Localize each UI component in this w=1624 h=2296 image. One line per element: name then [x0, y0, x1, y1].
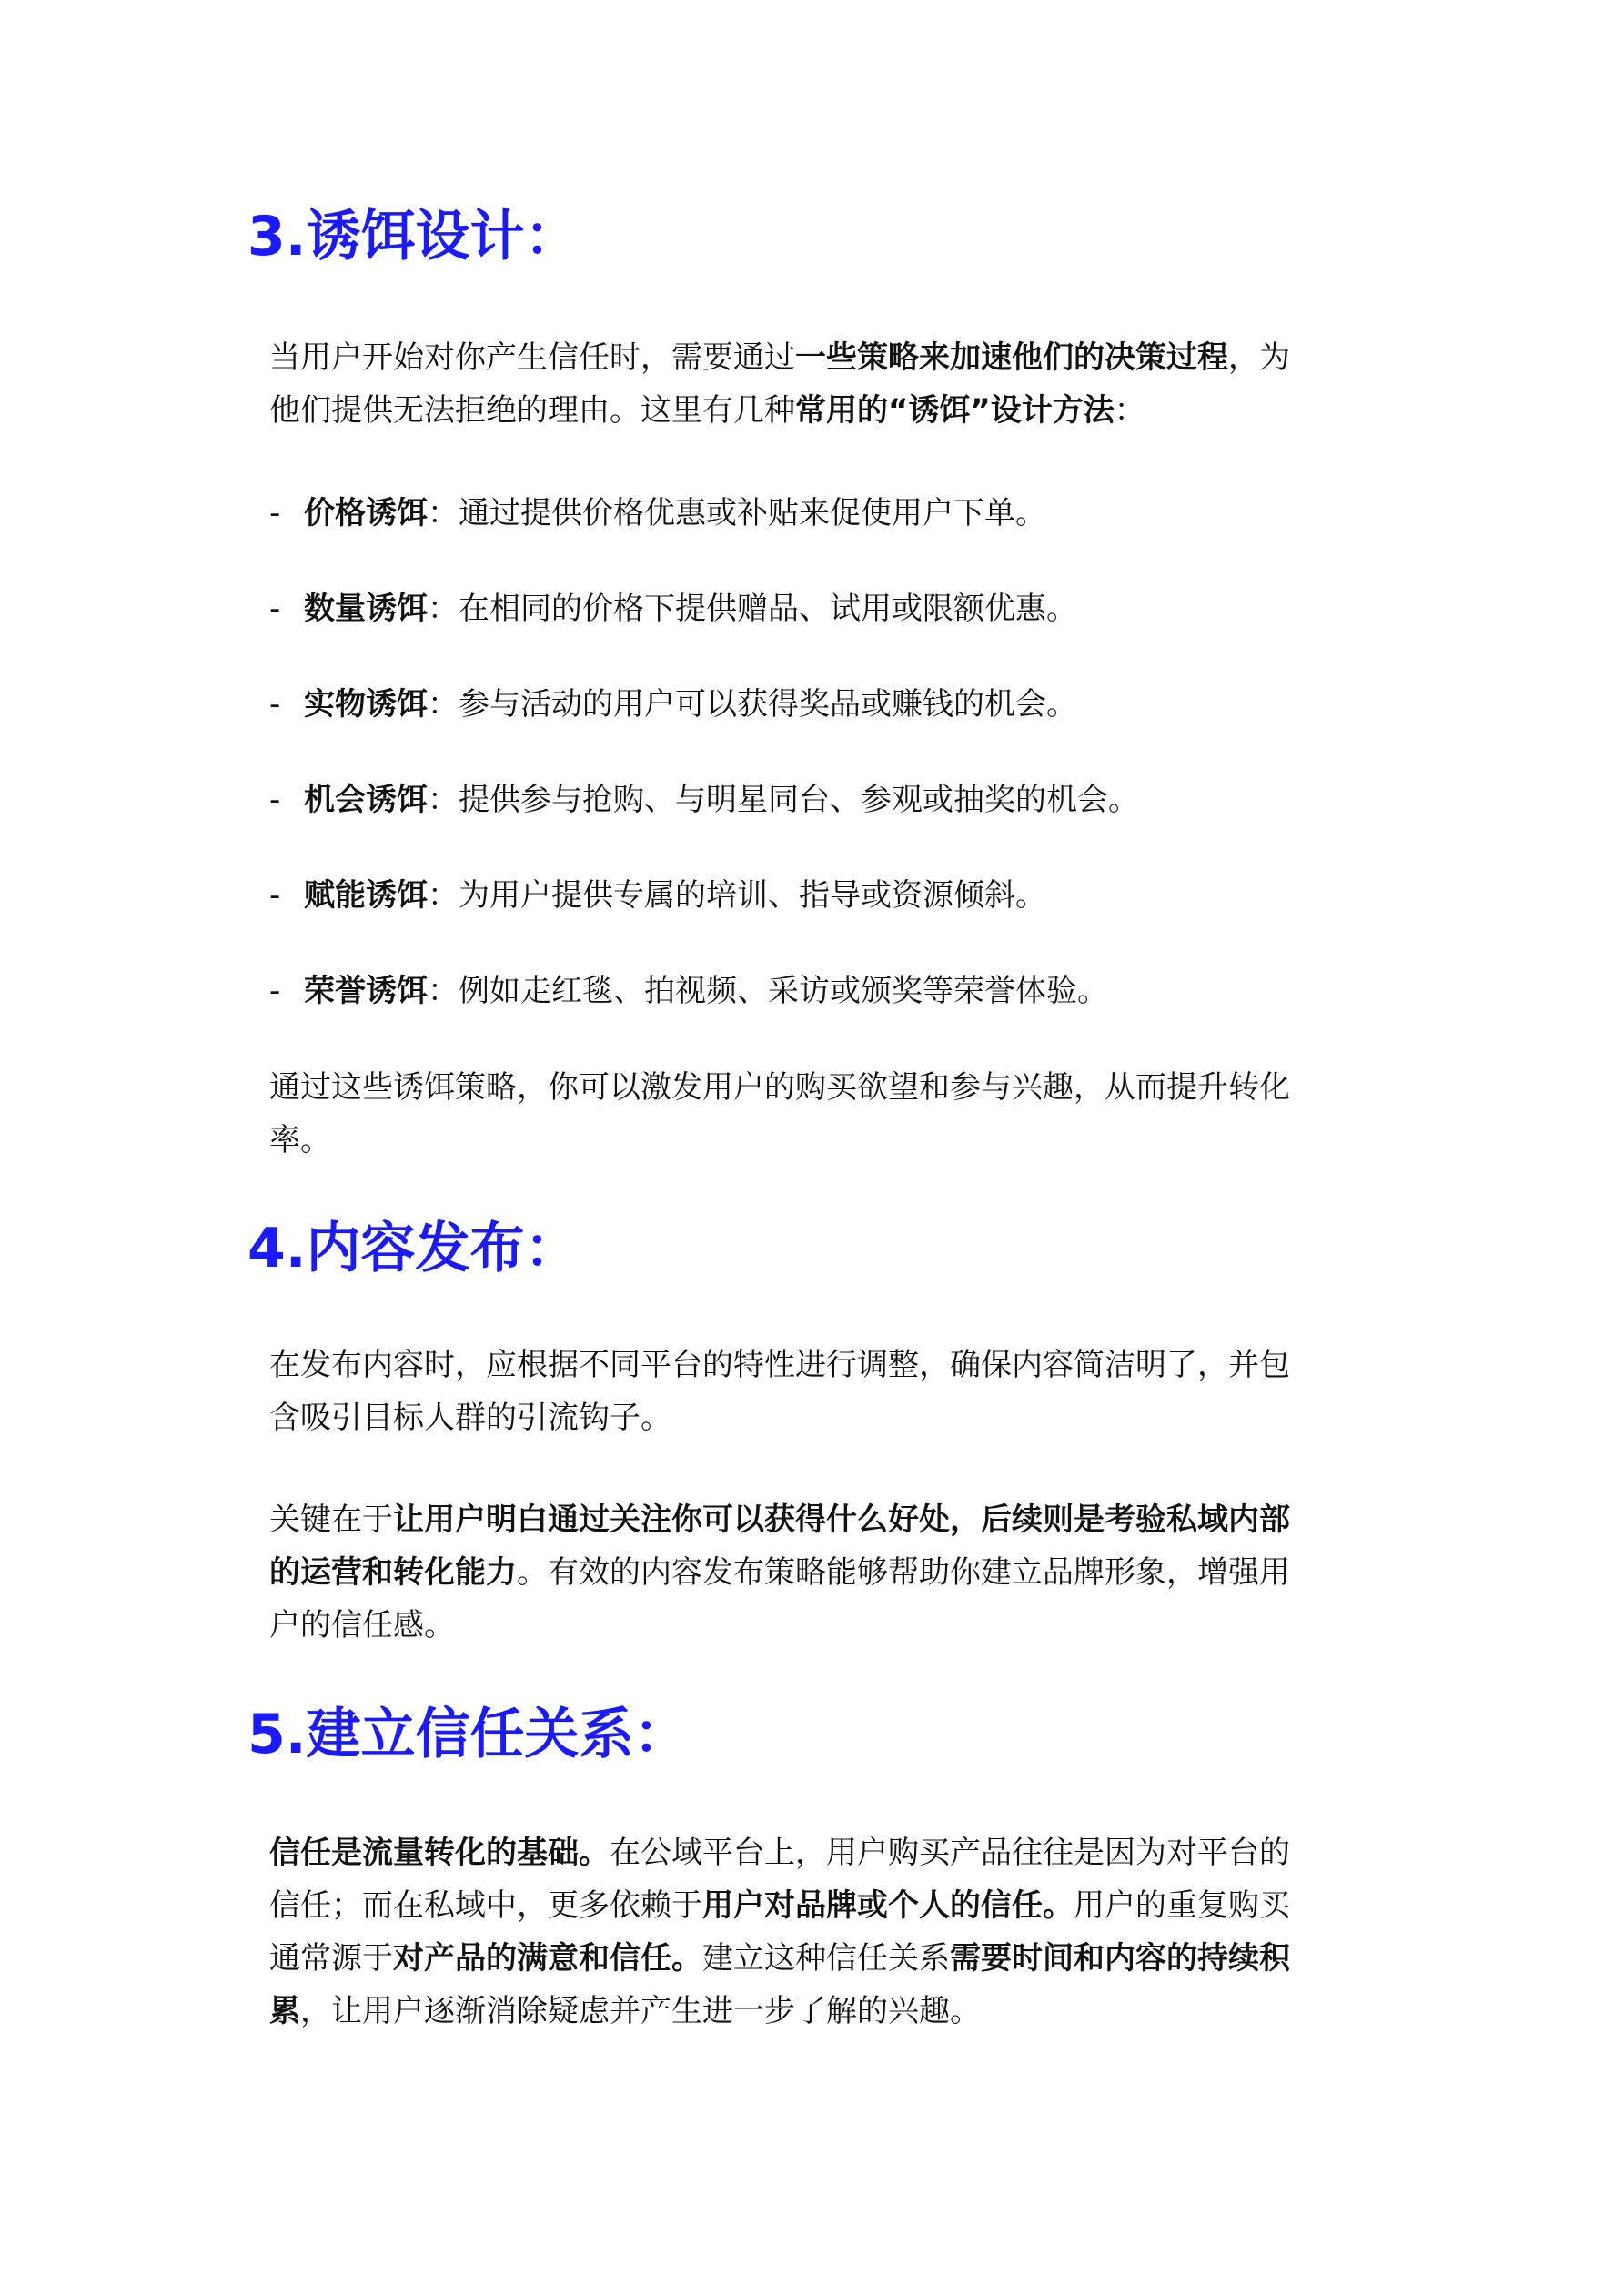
- list-dash: -: [269, 782, 281, 818]
- list-item-physical-bait: [269, 678, 1077, 731]
- list-term: 赋能诱饵: [304, 877, 428, 914]
- list-dash: -: [269, 973, 281, 1009]
- text-line: [269, 1826, 1370, 1879]
- list-term: 价格诱饵: [304, 495, 428, 531]
- text-line: [269, 384, 1370, 437]
- text-run: ：: [1114, 392, 1145, 429]
- list-desc: ：例如走红毯、拍视频、采访或颁奖等荣誉体验。: [428, 973, 1108, 1009]
- text-line: [269, 331, 1370, 384]
- section-5-paragraph-1: [269, 1826, 1370, 2038]
- list-desc: ：参与活动的用户可以获得奖品或赚钱的机会。: [428, 686, 1077, 723]
- text-run: 用户的重复购买: [1074, 1887, 1290, 1924]
- bold-text: 让用户明白通过关注你可以获得什么好处，后续则是考验私域内部: [393, 1502, 1290, 1538]
- bold-text: 需要时间和内容的持续积: [950, 1940, 1290, 1977]
- list-dash: -: [269, 591, 281, 627]
- text-run: 信任；而在私域中，更多依赖于: [269, 1887, 702, 1924]
- list-term: 数量诱饵: [304, 591, 428, 627]
- list-term: 机会诱饵: [304, 782, 428, 818]
- section-4-paragraph-2: [269, 1493, 1370, 1652]
- bold-text: 信任是流量转化的基础。: [269, 1835, 610, 1871]
- list-dash: -: [269, 877, 281, 914]
- bold-text: 对产品的满意和信任。: [393, 1940, 702, 1977]
- text-line: [269, 1546, 1370, 1599]
- text-run: ，让用户逐渐消除疑虑并产生进一步了解的兴趣。: [300, 1993, 981, 2029]
- text-run: 在公域平台上，用户购买产品往往是因为对平台的: [610, 1835, 1290, 1871]
- text-line: [269, 1985, 1370, 2038]
- text-run: 他们提供无法拒绝的理由。这里有几种: [269, 392, 795, 429]
- list-desc: ：为用户提供专属的培训、指导或资源倾斜。: [428, 877, 1046, 914]
- text-line: 通过这些诱饵策略，你可以激发用户的购买欲望和参与兴趣，从而提升转化: [269, 1069, 1290, 1106]
- list-desc: ：在相同的价格下提供赠品、试用或限额优惠。: [428, 591, 1077, 627]
- list-term: 荣誉诱饵: [304, 973, 428, 1009]
- text-run: 。有效的内容发布策略能够帮助你建立品牌形象，增强用: [517, 1554, 1290, 1591]
- text-run: 建立这种信任关系: [702, 1940, 950, 1977]
- list-dash: -: [269, 686, 281, 723]
- list-desc: ：提供参与抢购、与明星同台、参观或抽奖的机会。: [428, 782, 1139, 818]
- text-line: 率。: [269, 1122, 331, 1158]
- list-item-empower-bait: [269, 869, 1046, 922]
- bold-text: 一些策略来加速他们的决策过程: [795, 339, 1228, 376]
- list-term: 实物诱饵: [304, 686, 428, 723]
- section-3-intro: [269, 331, 1370, 437]
- list-desc: ：通过提供价格优惠或补贴来促使用户下单。: [428, 495, 1046, 531]
- text-line: 在发布内容时，应根据不同平台的特性进行调整，确保内容简洁明了，并包: [269, 1347, 1290, 1383]
- text-run: 当用户开始对你产生信任时，需要通过: [269, 339, 795, 376]
- text-run: 关键在于: [269, 1502, 393, 1538]
- text-line: 户的信任感。: [269, 1607, 455, 1644]
- section-4-paragraph-1: [269, 1339, 1370, 1444]
- section-4-heading: 4.内容发布：: [247, 1217, 580, 1280]
- text-line: [269, 1493, 1370, 1546]
- list-dash: -: [269, 495, 281, 531]
- bold-text: 用户对品牌或个人的信任。: [702, 1887, 1074, 1924]
- list-item-honor-bait: [269, 965, 1108, 1017]
- section-3-heading: 3.诱饵设计：: [247, 205, 580, 268]
- list-item-opportunity-bait: [269, 774, 1139, 826]
- list-item-price-bait: [269, 487, 1046, 540]
- text-run: ，为: [1228, 339, 1290, 376]
- section-5-heading: 5.建立信任关系：: [247, 1703, 689, 1766]
- text-line: [269, 1879, 1370, 1932]
- bold-text: 常用的“诱饵”设计方法: [795, 392, 1115, 429]
- bold-text: 的运营和转化能力: [269, 1554, 517, 1591]
- list-item-quantity-bait: [269, 582, 1077, 635]
- text-line: [269, 1932, 1370, 1985]
- bold-text: 累: [269, 1993, 300, 2029]
- text-run: 通常源于: [269, 1940, 393, 1977]
- section-3-outro: [269, 1061, 1370, 1167]
- text-line: 含吸引目标人群的引流钩子。: [269, 1400, 671, 1436]
